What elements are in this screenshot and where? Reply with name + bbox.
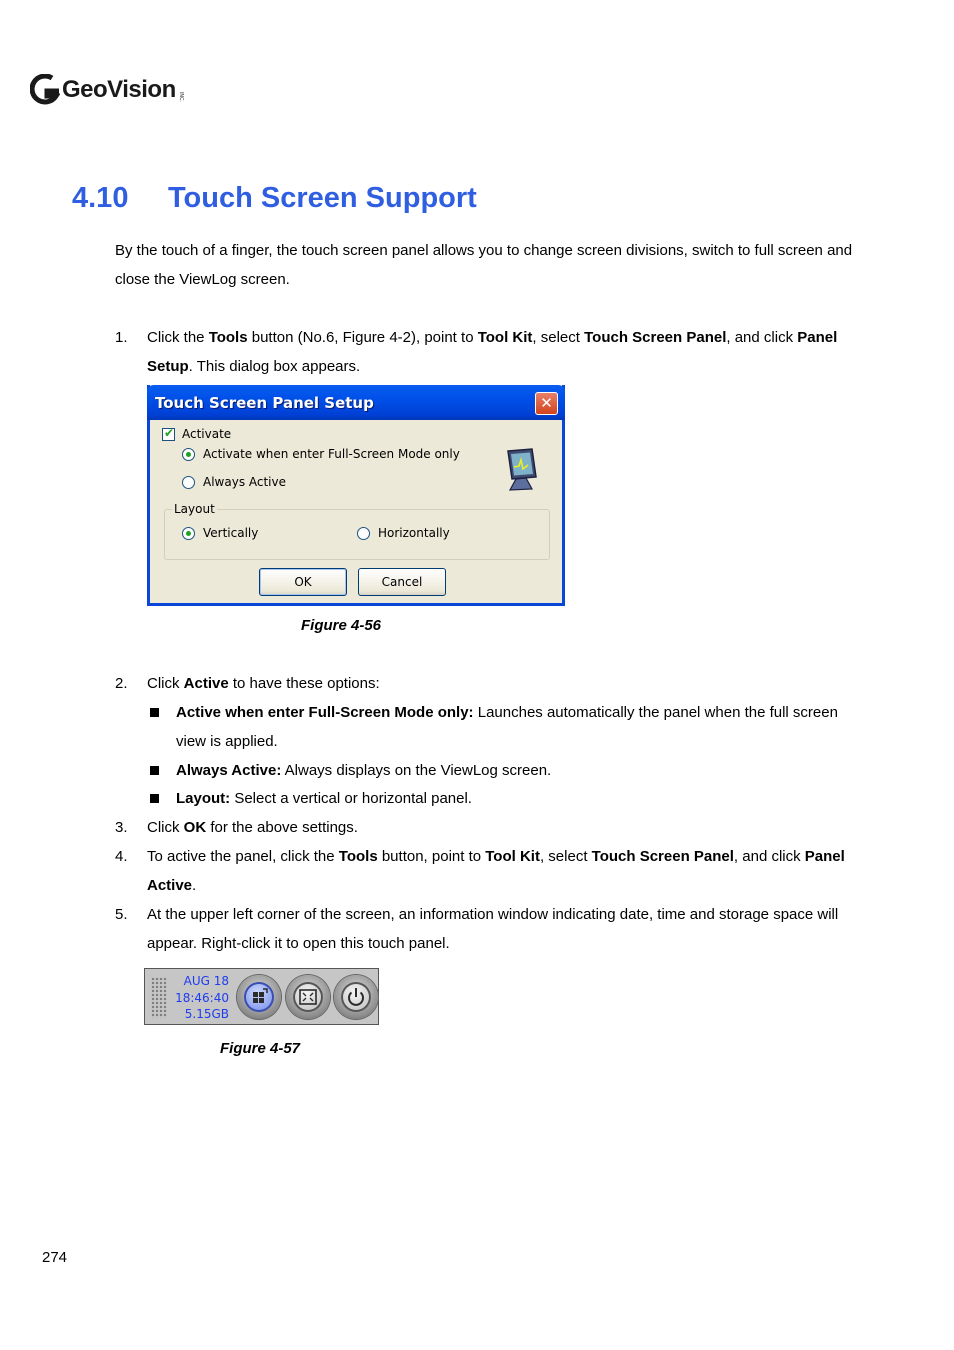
logo-mark: INC. (177, 92, 184, 102)
step-2 (115, 669, 855, 698)
radio-label: Always Active (203, 475, 286, 489)
info-display[interactable] (173, 973, 229, 1023)
step-number: 3. (115, 819, 128, 836)
checkbox-box[interactable] (162, 425, 175, 441)
figure-caption: Figure 4-56 (301, 617, 382, 634)
close-button[interactable] (535, 392, 558, 415)
activate-checkbox[interactable] (162, 427, 231, 441)
step-number: 4. (115, 848, 128, 865)
section-title: Touch Screen Support (168, 182, 477, 214)
figure-caption: Figure 4-57 (220, 1040, 301, 1057)
dialog-title: Touch Screen Panel Setup (155, 394, 374, 412)
radio-button[interactable] (182, 527, 195, 540)
bullet-square-icon (150, 708, 159, 717)
section-number: 4.10 (72, 182, 129, 214)
touch-screen-panel-setup-dialog (147, 385, 565, 606)
step-4 (115, 842, 855, 900)
step-number: 2. (115, 675, 128, 692)
radio-fullscreen-only[interactable] (182, 447, 460, 461)
screen-division-button[interactable] (237, 975, 281, 1019)
bullet-item: Always Active: Always displays on the ViewLog screen. (147, 756, 847, 785)
step-text: To active the panel, click the Tools button, point to Tool Kit, select Touch Screen Panel, and click Panel Active. (147, 848, 845, 894)
step-text: At the upper left corner of the screen, an information window indicating date, time and storage space will appear. Right-click it to open this touch panel. (147, 906, 839, 952)
activate-label: Activate (182, 427, 232, 441)
step-number: 1. (115, 329, 128, 346)
step-5 (115, 900, 855, 958)
check-icon: ✔ (164, 425, 175, 440)
touch-panel-icon (502, 447, 540, 491)
layout-group-label: Layout (174, 502, 215, 516)
full-screen-button[interactable] (286, 975, 330, 1019)
close-viewlog-button[interactable] (334, 975, 378, 1019)
radio-vertically[interactable] (182, 526, 258, 540)
storage-readout: 5.15GB (184, 1007, 229, 1021)
radio-button[interactable] (182, 476, 195, 489)
dialog-body (150, 420, 562, 603)
grip-handle[interactable] (151, 977, 167, 1018)
bullet-square-icon (150, 766, 159, 775)
close-icon: ✕ (540, 394, 553, 412)
touch-panel-widget[interactable] (144, 968, 379, 1025)
step-1 (115, 323, 855, 381)
intro-paragraph: By the touch of a finger, the touch screen panel allows you to change screen divisions, switch to full screen and close the ViewLog screen. (115, 242, 853, 288)
radio-button[interactable] (357, 527, 370, 540)
step-text: Click Active to have these options: (147, 675, 380, 692)
step-number: 5. (115, 906, 128, 923)
time-readout: 18:46:40 (175, 990, 229, 1005)
screen-division-icon (244, 982, 274, 1012)
bullet-square-icon (150, 794, 159, 803)
radio-label: Activate when enter Full-Screen Mode only (203, 447, 460, 461)
bullet-item: Layout: Select a vertical or horizontal panel. (147, 784, 847, 813)
logo-text: GeoVision (62, 76, 176, 103)
ok-button[interactable]: OK (259, 568, 347, 596)
step-text: Click OK for the above settings. (147, 819, 358, 836)
dialog-title-bar[interactable] (147, 385, 565, 420)
full-screen-icon (293, 982, 323, 1012)
date-readout: AUG 18 (183, 974, 229, 988)
radio-label: Horizontally (378, 526, 450, 540)
section-heading (72, 182, 477, 215)
step-text: Click the Tools button (No.6, Figure 4-2), point to Tool Kit, select Touch Screen Panel, and click Panel Setup. This dialog box appears. (147, 329, 838, 375)
page-number: 274 (42, 1249, 68, 1266)
radio-always-active[interactable] (182, 475, 286, 489)
step-3 (115, 813, 855, 842)
bullet-item: Active when enter Full-Screen Mode only: Launches automatically the panel when the full screen view is applied. (147, 698, 847, 756)
radio-label: Vertically (203, 526, 259, 540)
power-icon (341, 982, 371, 1012)
geovision-logo-icon (30, 74, 60, 106)
radio-button[interactable] (182, 448, 195, 461)
cancel-button[interactable]: Cancel (358, 568, 446, 596)
geovision-logo (30, 72, 184, 108)
radio-horizontally[interactable] (357, 526, 450, 540)
